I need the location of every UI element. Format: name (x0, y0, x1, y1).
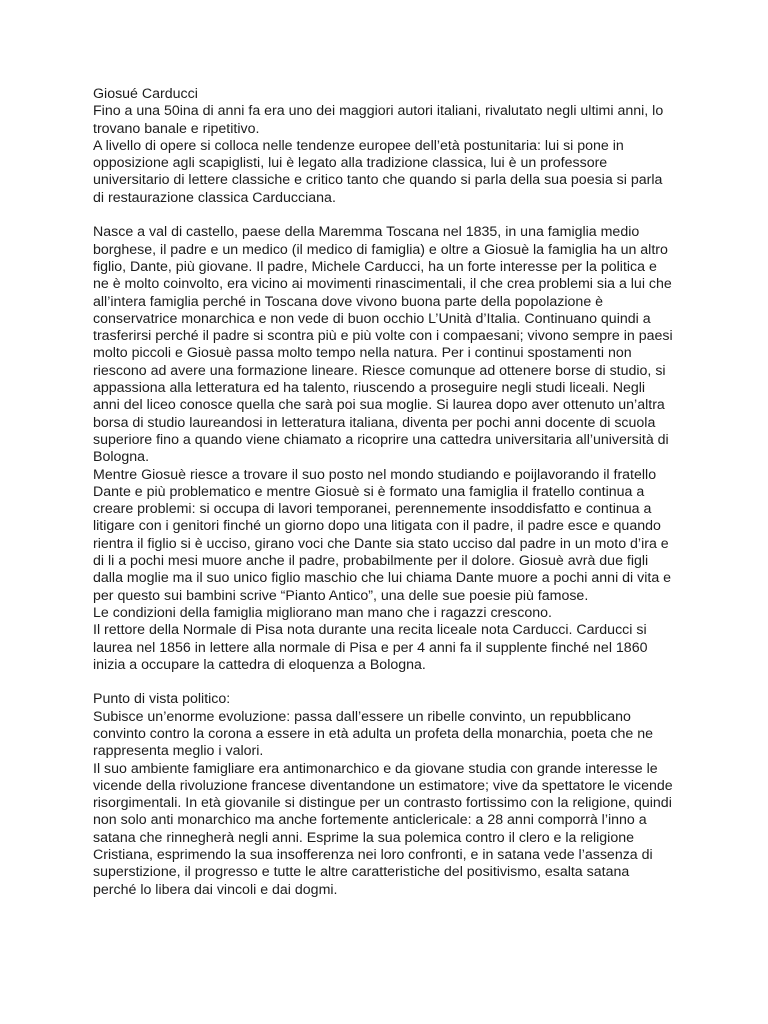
text-line: Bologna. (93, 449, 150, 466)
text-line: A livello di opere si colloca nelle tendenze europee dell’età postunitaria: lui si pone in (93, 137, 624, 154)
text-line: appassiona alla letteratura ed ha talento, riuscendo a proseguire negli studi liceali. Negli (93, 380, 646, 397)
text-line: rientra il figlio si è ucciso, girano voci che Dante sia stato ucciso dal padre in un moto d’ira e (93, 535, 669, 552)
text-line: opposizione agli scapiglisti, lui è legato alla tradizione classica, lui è un professore (93, 155, 608, 172)
text-line: rappresenta meglio i valori. (93, 743, 264, 760)
text-line: risorgimentali. In età giovanile si distingue per un contrasto fortissimo con la religione, quindi (93, 795, 672, 812)
text-line: inizia a occupare la cattedra di eloquenza a Bologna. (93, 656, 426, 673)
text-line: anni del liceo conosce quella che sarà poi sua moglie. Si laurea dopo aver ottenuto un’altra (93, 397, 665, 414)
text-line: litigare con i genitori finché un giorno dopo una litigata con il padre, il padre esce e quando (93, 518, 661, 535)
document-title: Giosué Carducci (93, 86, 198, 102)
text-line: di restaurazione classica Carducciana. (93, 189, 336, 206)
text-line: Fino a una 50ina di anni fa era uno dei maggiori autori italiani, rivalutato negli ultimi anni, lo (93, 103, 664, 120)
text-line: borsa di studio laureandosi in letteratura italiana, diventa per pochi anni docente di scuola (93, 414, 656, 431)
document-page (93, 86, 693, 899)
text-line: laurea nel 1856 in lettere alla normale di Pisa e per 4 anni fa il supplente finché nel 1860 (93, 639, 648, 656)
text-line: non solo anti monarchico ma anche fortemente anticlericale: a 28 anni comporrà l’inno a (93, 812, 647, 829)
text-line: satana che rinnegherà negli anni. Esprime la sua polemica contro il clero e la religione (93, 829, 635, 846)
text-line: Subisce un’enorme evoluzione: passa dall’essere un ribelle convinto, un repubblicano (93, 708, 631, 725)
text-line: universitario di lettere classiche e critico tanto che quando si parla della sua poesia si parla (93, 172, 663, 189)
intro-paragraph (93, 103, 693, 207)
text-line: trovano banale e ripetitivo. (93, 120, 260, 137)
text-line: Il rettore della Normale di Pisa nota durante una recita liceale nota Carducci. Carducci si (93, 622, 647, 639)
politics-paragraph (93, 691, 693, 899)
text-line: ne è molto coinvolto, era vicino ai movimenti rinascimentali, il che crea problemi sia a lui che (93, 276, 672, 293)
text-line: superiore fino a quando viene chiamato a ricoprire una cattedra universitaria all’università di (93, 431, 669, 448)
paragraph-gap (93, 207, 693, 224)
biography-paragraph (93, 224, 693, 674)
text-line: dalla moglie ma il suo unico figlio maschio che lui chiama Dante muore a pochi anni di vita e (93, 570, 672, 587)
text-line: conservatrice monarchica e non vede di buon occhio L’Unità d’Italia. Continuano quindi a (93, 310, 651, 327)
text-line: Dante e più problematico e mentre Giosuè si è formato una famiglia il fratello continua a (93, 483, 645, 500)
paragraph-gap (93, 674, 693, 691)
text-line: figlio, Dante, più giovane. Il padre, Michele Carducci, ha un forte interesse per la politica e (93, 258, 657, 275)
text-line: di li a pochi mesi muore anche il padre, probabilmente per il dolore. Giosuè avrà due figli (93, 553, 649, 570)
text-line: perché lo libera dai vincoli e dai dogmi. (93, 881, 338, 898)
text-line: convinto contro la corona a essere in età adulta un profeta della monarchia, poeta che ne (93, 725, 653, 742)
text-line: vicende della rivoluzione francese diventandone un estimatore; vive da spettatore le vicende (93, 777, 673, 794)
text-line: superstizione, il progresso e tutte le altre caratteristiche del positivismo, esalta satana (93, 864, 630, 881)
text-line: Nasce a val di castello, paese della Maremma Toscana nel 1835, in una famiglia medio (93, 224, 640, 241)
text-line: Il suo ambiente famigliare era antimonarchico e da giovane studia con grande interesse le (93, 760, 658, 777)
text-line: Le condizioni della famiglia migliorano man mano che i ragazzi crescono. (93, 604, 552, 621)
text-line: riescono ad avere una formazione lineare. Riesce comunque ad ottenere borse di studio, si (93, 362, 666, 379)
text-line: per questo sui bambini scrive “Pianto Antico”, una delle sue poesie più famose. (93, 587, 589, 604)
text-line: trasferirsi perché il padre si scontra più e più volte con i compaesani; vivono sempre in paesi (93, 328, 673, 345)
text-line: Mentre Giosuè riesce a trovare il suo posto nel mondo studiando e poijlavorando il fratello (93, 466, 657, 483)
section-heading: Punto di vista politico: (93, 691, 231, 708)
text-line: Cristiana, esprimendo la sua insofferenza nei loro confronti, e in satana vede l’assenza di (93, 847, 653, 864)
text-line: borghese, il padre e un medico (il medico di famiglia) e oltre a Giosuè la famiglia ha un altro (93, 241, 668, 258)
text-line: all’intera famiglia perché in Toscana dove vivono buona parte della popolazione è (93, 293, 604, 310)
text-line: creare problemi: si occupa di lavori temporanei, perennemente insoddisfatto e continua a (93, 501, 652, 518)
text-line: molto piccoli e Giosuè passa molto tempo nella natura. Per i continui spostamenti non (93, 345, 632, 362)
